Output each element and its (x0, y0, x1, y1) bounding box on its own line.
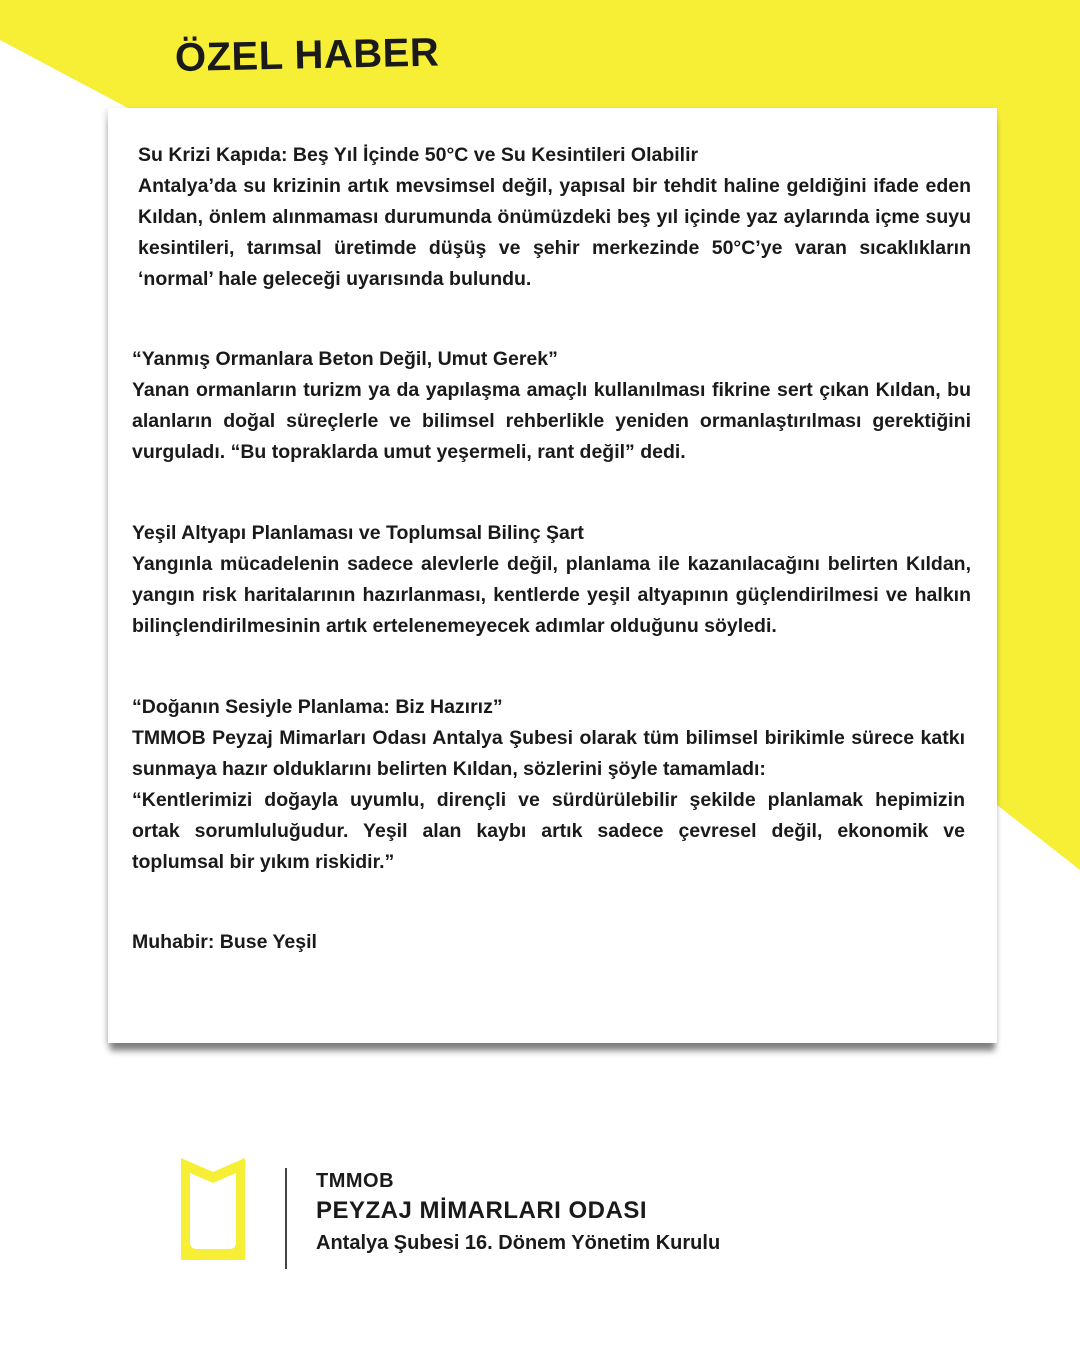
article-section (132, 692, 965, 878)
article-section (138, 140, 971, 295)
page-title: ÖZEL HABER (174, 30, 440, 80)
section-body: Yanan ormanların turizm ya da yapılaşma amaçlı kullanılması fikrine sert çıkan Kıldan, bu alanların doğal süreçlerle ve bilimsel rehberlikle yeniden ormanlaştırılması gerektiğini vurguladı. “Bu topraklarda umut yeşermeli, rant değil” dedi. (132, 379, 971, 463)
org-branch: Antalya Şubesi 16. Dönem Yönetim Kurulu (316, 1232, 721, 1254)
footer-org-block (316, 1168, 720, 1258)
section-title: “Yanmış Ormanlara Beton Değil, Umut Gerek” (132, 348, 558, 370)
reporter-byline: Muhabir: Buse Yeşil (132, 931, 317, 953)
article-section (132, 344, 971, 468)
chamber-logo-icon (181, 1158, 245, 1260)
section-body: Antalya’da su krizinin artık mevsimsel değil, yapısal bir tehdit haline geldiğini ifade eden Kıldan, önlem alınmaması durumunda önümüzdeki beş yıl içinde yaz aylarında içme suyu kesintileri, tarımsal üretimde düşüş ve şehir merkezinde 50°C’ye varan sıcaklıkların ‘normal’ hale geleceği uyarısında bulundu. (138, 175, 971, 290)
section-body: TMMOB Peyzaj Mimarları Odası Antalya Şubesi olarak tüm bilimsel birikimle sürece katkı sunmaya hazır olduklarını belirten Kıldan, sözlerini şöyle tamamladı: (132, 727, 965, 780)
article-section (132, 518, 971, 642)
section-body: Yangınla mücadelenin sadece alevlerle değil, planlama ile kazanılacağını belirten Kıldan, yangın risk haritalarının hazırlanması, kentlerde yeşil altyapının güçlendirilmesi ve halkın bilinçlendirilmesinin artık ertelenemeyecek adımlar olduğunu söyledi. (132, 553, 971, 637)
section-title: “Doğanın Sesiyle Planlama: Biz Hazırız” (132, 696, 503, 718)
org-short-name: TMMOB (316, 1170, 395, 1192)
section-title: Yeşil Altyapı Planlaması ve Toplumsal Bilinç Şart (132, 522, 584, 544)
logo-frame (181, 1158, 245, 1260)
org-name: PEYZAJ MİMARLARI ODASI (316, 1197, 648, 1224)
section-quote: “Kentlerimizi doğayla uyumlu, dirençli ve sürdürülebilir şekilde planlamak hepimizin ortak sorumluluğudur. Yeşil alan kaybı artık sadece çevresel değil, ekonomik ve toplumsal bir yıkım riskidir.” (132, 789, 965, 873)
section-title: Su Krizi Kapıda: Beş Yıl İçinde 50°C ve Su Kesintileri Olabilir (138, 144, 699, 166)
footer-divider (285, 1168, 287, 1269)
